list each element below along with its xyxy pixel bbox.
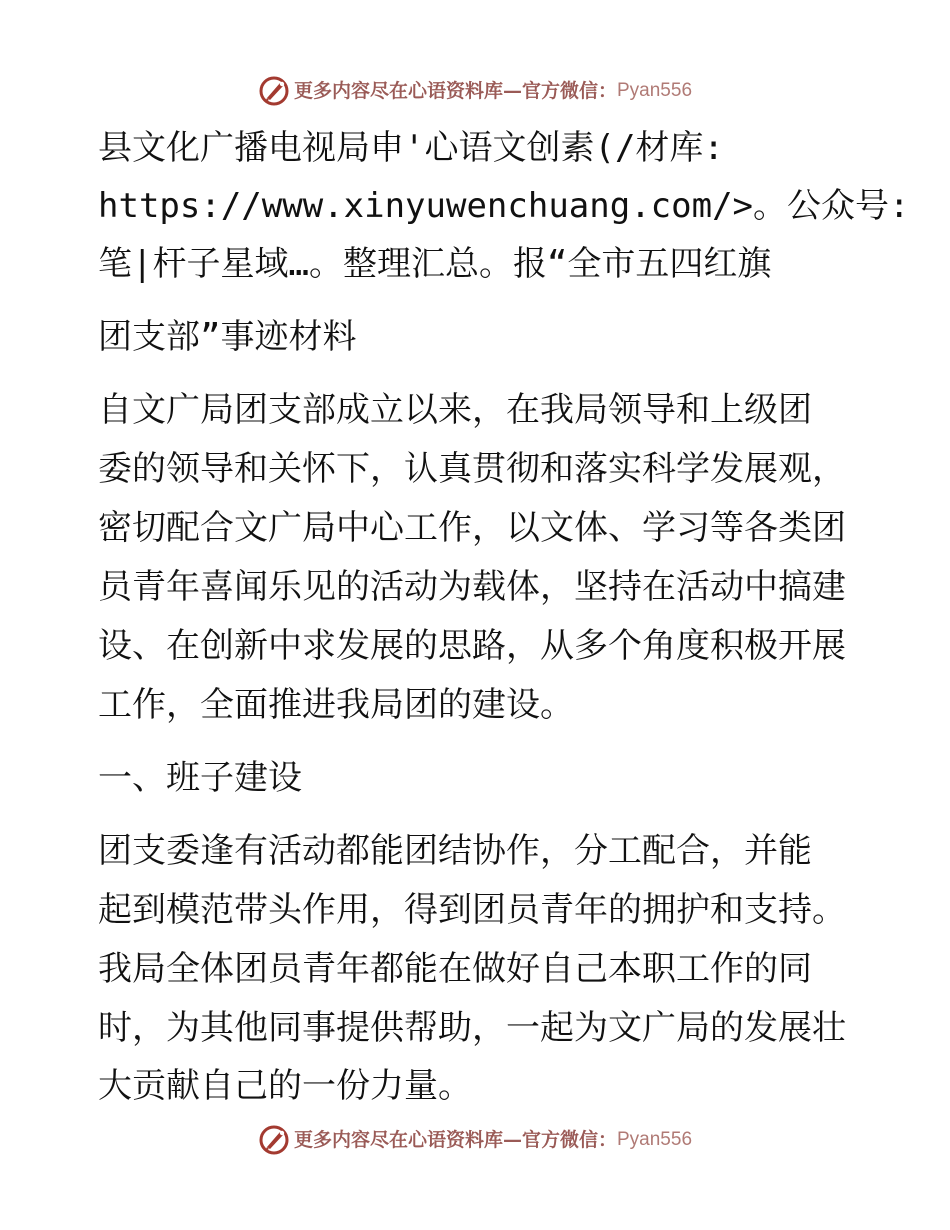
footer-watermark <box>0 1122 950 1156</box>
text-line: 大贡献自己的一份力量。 <box>98 1066 472 1106</box>
text-line: 团支部”事迹材料 <box>98 317 357 357</box>
text-line: 工作，全面推进我局团的建设。 <box>98 685 574 725</box>
text-line: 委的领导和关怀下，认真贯彻和落实科学发展观， <box>98 449 846 489</box>
text-line: 团支委逢有活动都能团结协作，分工配合，并能 <box>98 831 812 871</box>
text-line: https://www.xinyuwenchuang.com/>。公众号: <box>98 186 910 226</box>
watermark-text: 更多内容尽在心语资料库—官方微信： <box>293 80 617 102</box>
section-heading: 一、班子建设 <box>98 758 302 798</box>
text-line: 密切配合文广局中心工作，以文体、学习等各类团 <box>98 508 846 548</box>
text-line: 设、在创新中求发展的思路，从多个角度积极开展 <box>98 626 846 666</box>
watermark-wechat-id: Pyan556 <box>617 80 693 101</box>
text-line: 我局全体团员青年都能在做好自己本职工作的同 <box>98 949 812 989</box>
quill-pen-logo-icon <box>258 75 290 107</box>
text-line: 自文广局团支部成立以来，在我局领导和上级团 <box>98 390 812 430</box>
watermark-text: 更多内容尽在心语资料库—官方微信： <box>293 1129 617 1151</box>
quill-pen-logo-icon <box>258 1124 290 1156</box>
text-line: 时，为其他同事提供帮助，一起为文广局的发展壮 <box>98 1008 846 1048</box>
header-watermark <box>0 73 950 107</box>
text-line: 县文化广播电视局申'心语文创素(/材库: <box>98 128 724 168</box>
watermark-wechat-id: Pyan556 <box>617 1129 693 1150</box>
text-line: 笔|杆子星域…。整理汇总。报“全市五四红旗 <box>98 244 772 284</box>
text-line: 员青年喜闻乐见的活动为载体，坚持在活动中搞建 <box>98 567 846 607</box>
text-line: 起到模范带头作用，得到团员青年的拥护和支持。 <box>98 890 846 930</box>
